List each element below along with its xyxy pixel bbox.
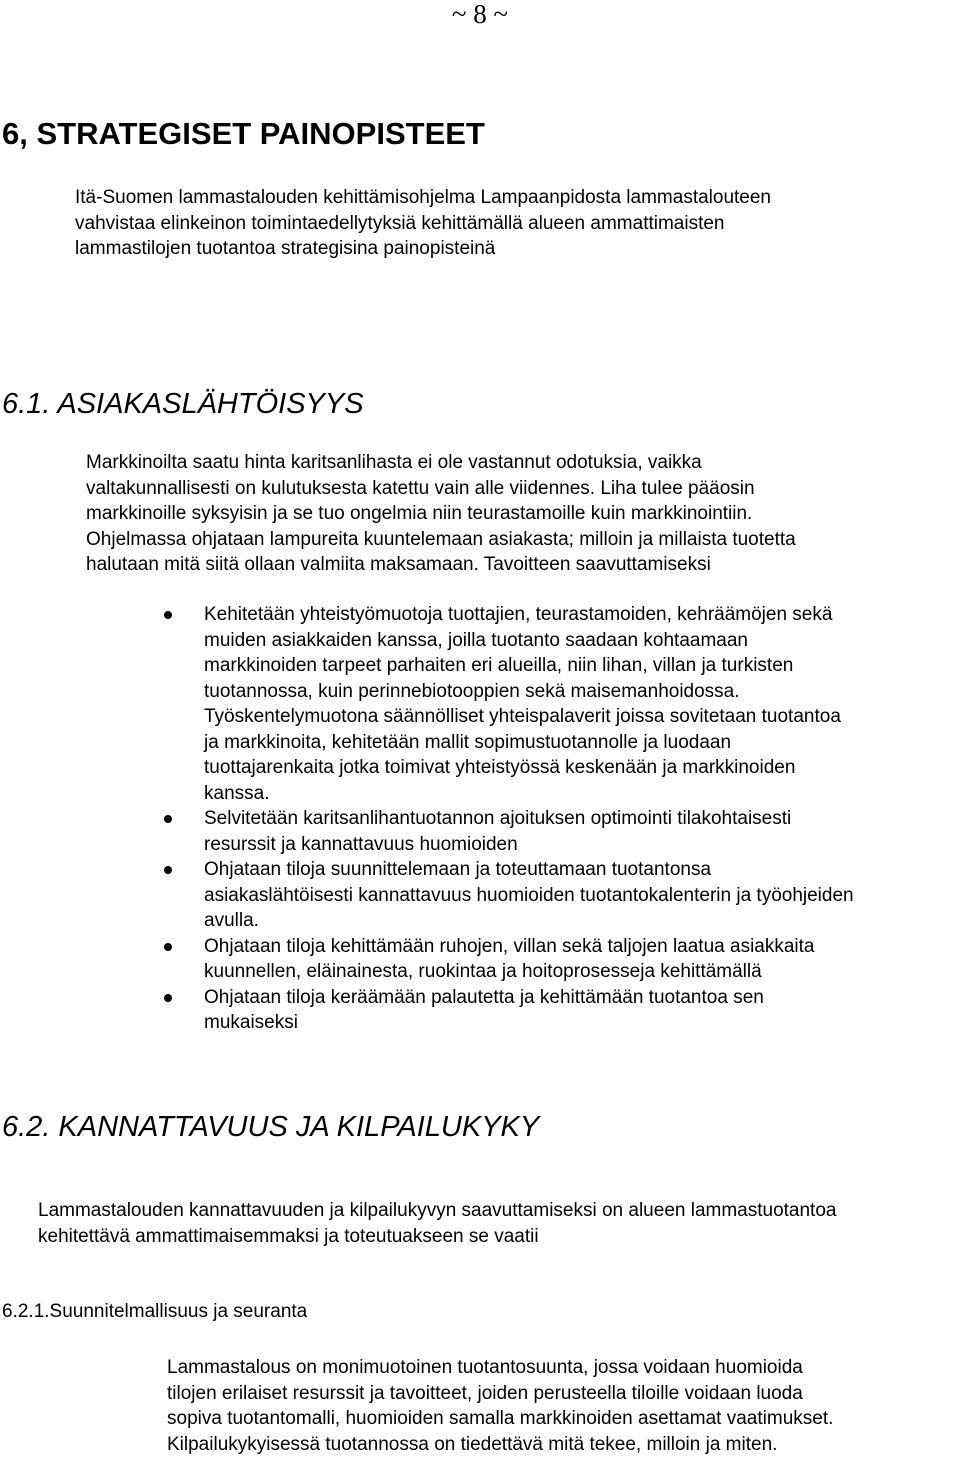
- text-line: valtakunnallisesti on kulutuksesta katettu vain alle viidennes. Liha tulee pääosin: [86, 477, 755, 499]
- section-heading-6-1: 6.1. ASIAKASLÄHTÖISYYS: [2, 388, 364, 420]
- text-line: mukaiseksi: [204, 1012, 298, 1033]
- text-line: resurssit ja kannattavuus huomioiden: [204, 833, 518, 855]
- text-line: Lammastalous on monimuotoinen tuotantosuunta, jossa voidaan huomioida: [167, 1357, 803, 1378]
- text-line: Kehitetään yhteistyömuotoja tuottajien, teurastamoiden, kehräämöjen sekä: [204, 604, 833, 625]
- text-line: tilojen erilaiset resurssit ja tavoitteet, joiden perusteella tiloille voidaan luoda: [167, 1382, 803, 1404]
- bullet-icon: [164, 943, 172, 951]
- text-line: markkinoiden tarpeet parhaiten eri alueilla, niin lihan, villan ja turkisten: [204, 655, 794, 676]
- text-line: markkinoille syksyisin ja se tuo ongelmia niin teurastamoille kuin markkinointiin.: [86, 503, 753, 524]
- section-heading-6: 6, STRATEGISET PAINOPISTEET: [2, 116, 485, 151]
- text-line: kehitettävä ammattimaisemmaksi ja toteutuakseen se vaatii: [38, 1225, 539, 1247]
- text-line: kanssa.: [204, 782, 270, 804]
- list-item: [160, 806, 940, 857]
- list-item: [160, 602, 940, 806]
- text-line: halutaan mitä siitä ollaan valmiita maksamaan. Tavoitteen saavuttamiseksi: [86, 554, 711, 575]
- text-line: muiden asiakkaiden kanssa, joilla tuotanto saadaan kohtaamaan: [204, 629, 748, 651]
- text-line: lammastilojen tuotantoa strategisina painopisteinä: [75, 238, 496, 259]
- text-line: asiakaslähtöisesti kannattavuus huomioiden tuotantokalenterin ja työohjeiden: [204, 884, 854, 906]
- text-line: Kilpailukykyisessä tuotannossa on tiedettävä mitä tekee, milloin ja miten.: [167, 1433, 778, 1455]
- text-line: Ohjataan tiloja keräämään palautetta ja kehittämään tuotantoa sen: [204, 986, 764, 1008]
- list-item: [160, 857, 940, 934]
- section-heading-6-2: 6.2. KANNATTAVUUS JA KILPAILUKYKY: [2, 1111, 540, 1143]
- text-line: Ohjataan tiloja kehittämään ruhojen, villan sekä taljojen laatua asiakkaita: [204, 935, 815, 957]
- section-heading-6-2-1: 6.2.1.Suunnitelmallisuus ja seuranta: [2, 1301, 308, 1322]
- list-item: [160, 985, 940, 1036]
- bullet-icon: [164, 611, 172, 619]
- text-line: Markkinoilta saatu hinta karitsanlihasta ei ole vastannut odotuksia, vaikka: [86, 452, 702, 473]
- text-line: Työskentelymuotona säännölliset yhteispalaverit joissa sovitetaan tuotantoa: [204, 706, 841, 727]
- intro-paragraph: [75, 185, 771, 262]
- list-item: [160, 934, 940, 985]
- text-line: Lammastalouden kannattavuuden ja kilpailukyvyn saavuttamiseksi on alueen lammastuotantoa: [38, 1200, 837, 1221]
- text-line: sopiva tuotantomalli, huomioiden samalla markkinoiden asettamat vaatimukset.: [167, 1408, 834, 1429]
- text-line: avulla.: [204, 910, 259, 931]
- text-line: kuunnellen, eläinainesta, ruokintaa ja hoitoprosesseja kehittämällä: [204, 961, 762, 982]
- text-line: Itä-Suomen lammastalouden kehittämisohjelma Lampaanpidosta lammastalouteen: [75, 187, 771, 208]
- section-6-2-1-paragraph: [167, 1355, 833, 1457]
- measures-bullet-list: [160, 602, 940, 1036]
- section-6-2-paragraph: [38, 1198, 836, 1249]
- text-line: tuotannossa, kuin perinnebiotooppien sekä maisemanhoidossa.: [204, 680, 740, 702]
- text-line: ja markkinoita, kehitetään mallit sopimustuotannolle ja luodaan: [204, 731, 732, 753]
- section-6-1-paragraph: [86, 450, 796, 578]
- text-line: vahvistaa elinkeinon toimintaedellytyksiä kehittämällä alueen ammattimaisten: [75, 212, 725, 234]
- text-line: Ohjataan tiloja suunnittelemaan ja toteuttamaan tuotantonsa: [204, 859, 712, 880]
- text-line: Ohjelmassa ohjataan lampureita kuuntelemaan asiakasta; milloin ja millaista tuotetta: [86, 528, 796, 550]
- bullet-icon: [164, 815, 172, 823]
- page-number: ~ 8 ~: [451, 0, 509, 29]
- bullet-icon: [164, 866, 172, 874]
- text-line: tuottajarenkaita jotka toimivat yhteistyössä keskenään ja markkinoiden: [204, 757, 796, 778]
- text-line: Selvitetään karitsanlihantuotannon ajoituksen optimointi tilakohtaisesti: [204, 808, 792, 829]
- bullet-icon: [164, 994, 172, 1002]
